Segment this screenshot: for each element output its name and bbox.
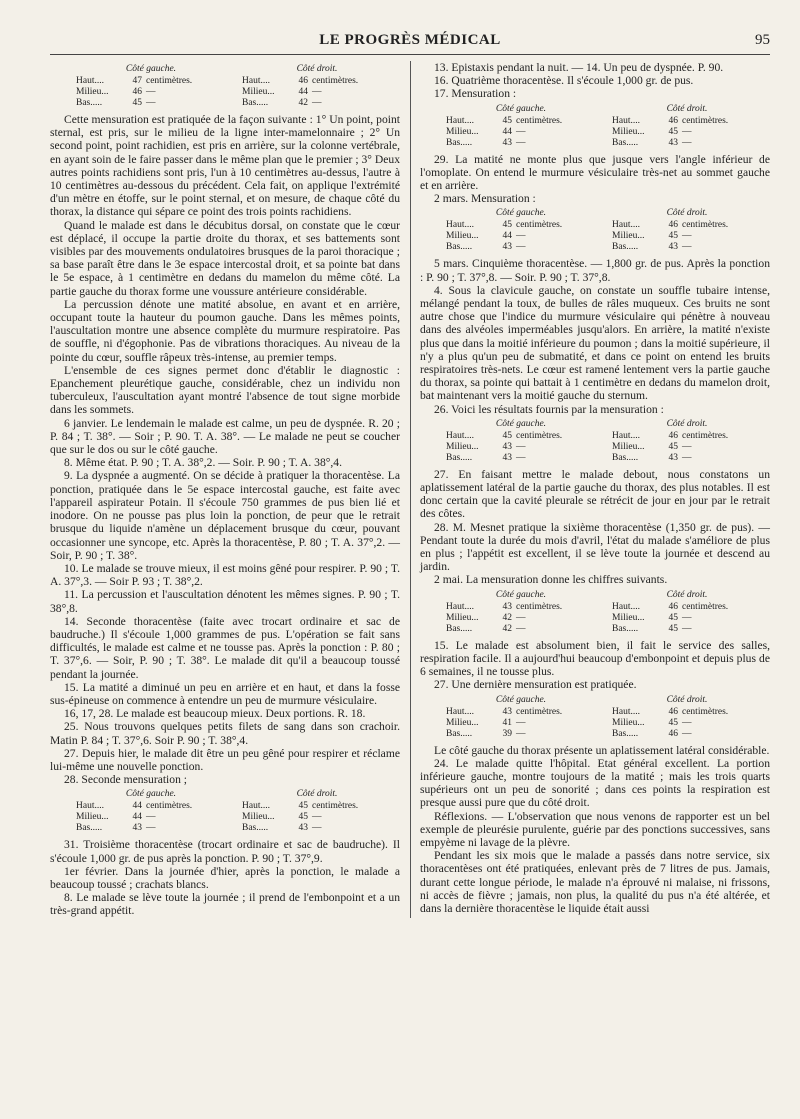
paragraph: 2 mars. Mensuration : — [434, 192, 536, 206]
measurement-row — [76, 87, 226, 98]
measurement-unit: — — [516, 717, 526, 728]
measurement-table — [438, 104, 770, 149]
paragraph: Quand le malade est dans le décubitus dorsal, on constate que le cœur est déplacé, il occupe la partie droite du thorax, et ses battements sont visibles par des mouvements ondulatoires brusques de la paroi thoracique ; sa base paraît être dans le 3e espace intercostal droit, et sa pointe bat dans le 5e espace, à 1 centimètre en dedans du mamelon du même côté. La partie gauche du thorax forme une voussure antérieure considérable. — [50, 218, 400, 298]
paragraph: Le côté gauche du thorax présente un aplatissement latéral considérable. — [434, 743, 770, 757]
paragraph: La percussion dénote une matité absolue, en avant et en arrière, occupant toute la hauteur du poumon gauche. Dans les mêmes points, l'auscultation montre une absence complète du murmure respiratoire. Pas de souffle, ni d'égophonie. Pas de vibrations thoraciques. Au niveau de la pointe du cœur, souffle râpeux très-intense, au premier temps. — [50, 297, 400, 364]
measurement-level: Bas..... — [76, 823, 103, 834]
measurement-value: 42 — [298, 98, 308, 108]
measurement-unit: — — [516, 441, 526, 452]
measurement-unit: — — [682, 623, 692, 634]
measurement-unit: — — [312, 98, 322, 108]
measurement-level: Haut.... — [612, 220, 640, 231]
paragraph: 17. Mensuration : — [434, 87, 517, 101]
measurement-value: 43 — [502, 137, 512, 148]
measurement-side-heading: Côté droit. — [666, 418, 708, 429]
measurement-side — [446, 590, 596, 635]
measurement-unit: — — [312, 87, 322, 97]
measurement-level: Milieu... — [612, 441, 645, 452]
measurement-unit: centimètres. — [516, 430, 563, 441]
measurement-value: 43 — [502, 242, 512, 253]
paragraph: 8. Même état. P. 90 ; T. A. 38°,2. — Soir. P. 90 ; T. A. 38°,4. — [64, 456, 342, 470]
measurement-unit: — — [516, 623, 526, 634]
measurement-level: Haut.... — [612, 430, 640, 441]
measurement-unit: centimètres. — [516, 601, 563, 612]
measurement-value: 43 — [502, 452, 512, 463]
measurement-row — [446, 242, 596, 253]
measurement-unit: centimètres. — [682, 430, 729, 441]
measurement-table — [438, 419, 770, 464]
paragraph: 9. La dyspnée a augmenté. On se décide à pratiquer la thoracentèse. La ponction, pratiquée dans le 5e espace intercostal gauche, est faite avec l'appareil aspirateur Potain. Il s'écoule 750 grammes de pus bien lié et inodore. On ne pousse pas plus loin la ponction, de peur que le retrait brusque du liquide n'amène un déplacement brusque du cœur, pouvant occasionner une syncope, etc. Après la thoracentèse, P. 80 ; T. A. 37°,2. — Soir, P. 90 ; T. 38°. — [50, 469, 400, 562]
measurement-side — [446, 208, 596, 253]
measurement-level: Milieu... — [612, 612, 645, 623]
measurement-level: Haut.... — [76, 76, 104, 86]
measurement-level: Bas..... — [446, 452, 473, 463]
measurement-level: Milieu... — [446, 231, 479, 242]
measurement-value: 45 — [298, 801, 308, 812]
paragraph: 24. Le malade quitte l'hôpital. Etat général excellent. La portion inférieure gauche, montre toujours de la matité ; mais les trois quarts supérieurs ont un peu de sonorité ; dans ces points la respiration est presque aussi pure que du côté droit. — [420, 756, 770, 810]
measurement-side — [612, 419, 762, 464]
measurement-row — [446, 138, 596, 149]
measurement-value: 45 — [668, 231, 678, 242]
measurement-row — [242, 87, 392, 98]
paragraph: 15. La matité a diminué un peu en arrière et en haut, et dans la fosse sus-épineuse on commence à entendre un peu de murmure vésiculaire. — [50, 680, 400, 707]
measurement-value: 44 — [502, 126, 512, 137]
measurement-level: Bas..... — [76, 98, 103, 108]
measurement-unit: centimètres. — [312, 801, 359, 812]
measurement-unit: — — [682, 137, 692, 148]
measurement-unit: — — [146, 823, 156, 834]
measurement-value: 45 — [132, 98, 142, 108]
measurement-row — [612, 729, 762, 740]
measurement-unit: — — [682, 728, 692, 739]
measurement-value: 46 — [668, 220, 678, 231]
measurement-unit: centimètres. — [146, 76, 193, 86]
measurement-side — [76, 64, 226, 109]
measurement-row — [242, 76, 392, 87]
measurement-level: Bas..... — [242, 98, 269, 108]
measurement-row — [612, 431, 762, 442]
measurement-unit: — — [516, 137, 526, 148]
measurement-value: 46 — [668, 706, 678, 717]
paragraph: 14. Seconde thoracentèse (faite avec trocart ordinaire et sac de baudruche.) Il s'écoule 1,000 grammes de pus. L'opération se fait sans difficultés, le malade est calme et ne tousse pas. Après la ponction : P. 80 ; T. 37°,6. — Soir, P. 90 ; T. 38°. Le malade dit qu'il a beaucoup toussé pendant la journée. — [50, 614, 400, 681]
measurement-value: 43 — [502, 441, 512, 452]
paragraph: Pendant les six mois que le malade a passés dans notre service, six thoracentèses ont été pratiquées, enlevant près de 7 litres de pus. Jamais, durant cette longue période, le malade n'a éprouvé ni malaise, ni frissons, ni accès de fièvre ; jamais, non plus, la qualité du pus n'a été altérée, et dans la dernière thoracentèse le liquide était aussi — [420, 849, 770, 915]
measurement-unit: centimètres. — [312, 76, 359, 86]
measurement-unit: centimètres. — [682, 601, 729, 612]
measurement-side-heading: Côté gauche. — [495, 418, 547, 429]
measurement-row — [612, 624, 762, 635]
measurement-unit: centimètres. — [146, 801, 193, 812]
measurement-row — [612, 220, 762, 231]
measurement-row — [612, 453, 762, 464]
measurement-row — [76, 823, 226, 834]
paragraph: 25. Nous trouvons quelques petits filets de sang dans son crachoir. Matin P. 84 ; T. 37°,6. Soir P. 90 ; T. 38°,4. — [50, 720, 400, 747]
measurement-row — [76, 812, 226, 823]
measurement-row — [612, 602, 762, 613]
measurement-level: Milieu... — [612, 126, 645, 137]
measurement-value: 44 — [502, 231, 512, 242]
measurement-unit: centimètres. — [682, 220, 729, 231]
measurement-unit: — — [516, 452, 526, 463]
measurement-side — [76, 789, 226, 834]
measurement-level: Milieu... — [612, 717, 645, 728]
measurement-row — [612, 138, 762, 149]
paragraph: 27. Une dernière mensuration est pratiquée. — [434, 678, 637, 692]
measurement-side — [612, 208, 762, 253]
measurement-value: 43 — [668, 137, 678, 148]
paragraph: 16. Quatrième thoracentèse. Il s'écoule 1,000 gr. de pus. — [434, 74, 694, 88]
measurement-unit: — — [516, 231, 526, 242]
measurement-unit: — — [682, 717, 692, 728]
measurement-value: 45 — [668, 612, 678, 623]
measurement-table — [68, 789, 400, 834]
measurement-side — [446, 695, 596, 740]
measurement-value: 41 — [502, 717, 512, 728]
measurement-row — [242, 801, 392, 812]
left-column — [50, 61, 400, 918]
measurement-level: Milieu... — [242, 87, 275, 97]
measurement-value: 46 — [668, 728, 678, 739]
measurement-level: Bas..... — [446, 137, 473, 148]
measurement-level: Haut.... — [446, 220, 474, 231]
measurement-unit: centimètres. — [516, 115, 563, 126]
text-columns — [50, 61, 770, 918]
paragraph: 6 janvier. Le lendemain le malade est calme, un peu de dyspnée. R. 20 ; P. 84 ; T. 38°. — Soir ; P. 90. T. A. 38°. — Le malade ne peut se coucher que sur le dos ou sur le côté gauche. — [50, 416, 400, 457]
measurement-unit: — — [682, 452, 692, 463]
paragraph: 10. Le malade se trouve mieux, il est moins gêné pour respirer. P. 90 ; T. A. 37°,3. — Soir P. 93 ; T. 38°,2. — [50, 561, 400, 589]
measurement-value: 47 — [132, 76, 142, 86]
measurement-row — [446, 431, 596, 442]
measurement-value: 46 — [132, 87, 142, 97]
measurement-unit: centimètres. — [516, 220, 563, 231]
measurement-side-heading: Côté gauche. — [495, 208, 547, 219]
measurement-level: Milieu... — [446, 612, 479, 623]
measurement-level: Bas..... — [446, 242, 473, 253]
journal-title: LE PROGRÈS MÉDICAL — [319, 32, 501, 48]
measurement-level: Bas..... — [242, 823, 269, 834]
measurement-value: 44 — [298, 87, 308, 97]
measurement-side — [242, 789, 392, 834]
measurement-level: Bas..... — [612, 242, 639, 253]
measurement-row — [612, 242, 762, 253]
page-number: 95 — [755, 32, 770, 48]
measurement-row — [612, 442, 762, 453]
measurement-side-heading: Côté droit. — [666, 589, 708, 600]
measurement-row — [446, 624, 596, 635]
measurement-side-heading: Côté gauche. — [125, 789, 177, 800]
measurement-side-heading: Côté gauche. — [125, 64, 177, 74]
measurement-value: 43 — [298, 823, 308, 834]
measurement-level: Bas..... — [612, 137, 639, 148]
paragraph: 15. Le malade est absolument bien, il fait le service des salles, respiration facile. Il a aujourd'hui beaucoup d'embonpoint et depuis plus de 6 semaines, il ne tousse plus. — [420, 638, 770, 679]
measurement-value: 45 — [298, 812, 308, 823]
measurement-table — [438, 695, 770, 740]
measurement-level: Haut.... — [446, 601, 474, 612]
measurement-row — [612, 613, 762, 624]
measurement-value: 44 — [132, 801, 142, 812]
paragraph: Réflexions. — L'observation que nous venons de rapporter est un bel exemple de pleurésie purulente, guérie par des ponctions successives, sans empyème ni lavage de la plèvre. — [420, 809, 770, 849]
measurement-table — [438, 208, 770, 253]
measurement-row — [446, 707, 596, 718]
measurement-value: 42 — [502, 612, 512, 623]
paragraph: 1er février. Dans la journée d'hier, après la ponction, le malade a beaucoup toussé ; crachats blancs. — [50, 864, 400, 891]
measurement-side — [612, 695, 762, 740]
measurement-level: Haut.... — [612, 601, 640, 612]
measurement-unit: — — [682, 242, 692, 253]
paragraph: 11. La percussion et l'auscultation dénotent les mêmes signes. P. 90 ; T. 38°,8. — [50, 588, 400, 615]
measurement-row — [242, 823, 392, 834]
measurement-unit: — — [682, 126, 692, 137]
measurement-row — [612, 718, 762, 729]
measurement-row — [76, 76, 226, 87]
measurement-value: 43 — [668, 242, 678, 253]
measurement-unit: — — [682, 612, 692, 623]
measurement-side-heading: Côté droit. — [296, 789, 338, 800]
paragraph: 27. En faisant mettre le malade debout, nous constatons un aplatissement latéral de la partie gauche du thorax, des plus notables. Il est donc certain que la cavité pleurale se rétrécit de jour en jour par le retrait des côtes. — [420, 467, 770, 521]
measurement-unit: — — [516, 728, 526, 739]
paragraph: 16, 17, 28. Le malade est beaucoup mieux. Deux portions. R. 18. — [64, 707, 366, 721]
measurement-value: 45 — [502, 220, 512, 231]
measurement-value: 43 — [502, 706, 512, 717]
measurement-side-heading: Côté gauche. — [495, 694, 547, 705]
measurement-side-heading: Côté droit. — [666, 103, 708, 114]
measurement-row — [76, 801, 226, 812]
running-header — [50, 28, 770, 55]
measurement-level: Milieu... — [242, 812, 275, 823]
measurement-value: 46 — [668, 115, 678, 126]
measurement-level: Haut.... — [446, 115, 474, 126]
measurement-row — [612, 127, 762, 138]
measurement-level: Bas..... — [446, 623, 473, 634]
measurement-level: Milieu... — [612, 231, 645, 242]
measurement-unit: — — [312, 823, 322, 834]
measurement-unit: — — [146, 812, 156, 823]
measurement-row — [446, 718, 596, 729]
measurement-unit: centimètres. — [682, 115, 729, 126]
measurement-level: Bas..... — [612, 623, 639, 634]
measurement-row — [446, 729, 596, 740]
measurement-row — [612, 116, 762, 127]
paragraph: 26. Voici les résultats fournis par la mensuration : — [434, 402, 664, 416]
paragraph: Cette mensuration est pratiquée de la façon suivante : 1° Un point, point sternal, est pris, sur le milieu de la ligne inter-mamelonnaire ; 2° Un second point, point rachidien, est pris en arrière, sur la colonne vertébrale, en ayant soin de le faire passer dans le même plan que le premier ; 3° Deux autres points rachidiens sont pris, l'un à 10 centimètres au-dessus, l'autre à 10 centimètres au-dessous du précédent. Cela fait, on applique l'extrémité d'un mètre en étoffe, sur le point sternal, et on mesure, de chaque côté du thorax, la distance qui sépare ce point des trois points rachidiens. — [50, 113, 400, 219]
paragraph: 28. Seconde mensuration ; — [64, 773, 187, 787]
measurement-row — [446, 613, 596, 624]
measurement-row — [612, 231, 762, 242]
measurement-unit: — — [516, 242, 526, 253]
paragraph: 27. Depuis hier, le malade dit être un peu gêné pour respirer et réclame lui-même une nouvelle ponction. — [50, 746, 400, 773]
measurement-value: 46 — [668, 601, 678, 612]
right-column — [420, 61, 770, 918]
measurement-value: 43 — [132, 823, 142, 834]
measurement-side — [446, 104, 596, 149]
measurement-row — [242, 812, 392, 823]
measurement-level: Bas..... — [612, 728, 639, 739]
measurement-value: 42 — [502, 623, 512, 634]
measurement-value: 45 — [502, 430, 512, 441]
measurement-level: Haut.... — [612, 706, 640, 717]
measurement-unit: — — [312, 812, 322, 823]
measurement-side — [446, 419, 596, 464]
measurement-level: Bas..... — [446, 728, 473, 739]
measurement-value: 46 — [668, 430, 678, 441]
measurement-level: Milieu... — [446, 441, 479, 452]
paragraph: 29. La matité ne monte plus que jusque vers l'angle inférieur de l'omoplate. On entend le murmure vésiculaire très-net au sommet gauche et en arrière. — [420, 152, 770, 193]
measurement-level: Haut.... — [612, 115, 640, 126]
measurement-unit: — — [682, 441, 692, 452]
measurement-table — [438, 590, 770, 635]
measurement-level: Milieu... — [446, 717, 479, 728]
measurement-unit: — — [146, 87, 156, 97]
measurement-side — [612, 104, 762, 149]
measurement-unit: centimètres. — [682, 706, 729, 717]
measurement-row — [446, 453, 596, 464]
measurement-value: 43 — [502, 601, 512, 612]
paragraph: 8. Le malade se lève toute la journée ; il prend de l'embonpoint et a un très-grand appétit. — [50, 891, 400, 918]
measurement-level: Haut.... — [446, 706, 474, 717]
measurement-unit: — — [682, 231, 692, 242]
measurement-side — [612, 590, 762, 635]
measurement-level: Milieu... — [76, 812, 109, 823]
measurement-value: 43 — [668, 452, 678, 463]
paragraph: 5 mars. Cinquième thoracentèse. — 1,800 gr. de pus. Après la ponction : P. 90 ; T. 37°,8. — Soir. P. 90 ; T. 37°,8. — [420, 257, 770, 284]
measurement-level: Haut.... — [242, 801, 270, 812]
measurement-row — [446, 220, 596, 231]
measurement-unit: — — [146, 98, 156, 108]
measurement-row — [76, 98, 226, 109]
measurement-value: 46 — [298, 76, 308, 86]
measurement-value: 45 — [668, 441, 678, 452]
measurement-level: Haut.... — [446, 430, 474, 441]
measurement-side-heading: Côté droit. — [296, 64, 338, 74]
paragraph: 2 mai. La mensuration donne les chiffres suivants. — [434, 573, 668, 587]
measurement-level: Milieu... — [76, 87, 109, 97]
measurement-row — [446, 116, 596, 127]
measurement-row — [446, 231, 596, 242]
measurement-value: 45 — [668, 623, 678, 634]
measurement-table — [68, 64, 400, 109]
column-rule — [410, 61, 411, 918]
paragraph: 28. M. Mesnet pratique la sixième thoracentèse (1,350 gr. de pus). — Pendant toute la durée du mois d'avril, l'état du malade s'améliore de plus en plus ; l'appétit est excellent, il se lève toute la journée et descend au jardin. — [420, 520, 770, 574]
measurement-row — [446, 127, 596, 138]
measurement-level: Bas..... — [612, 452, 639, 463]
measurement-unit: — — [516, 126, 526, 137]
measurement-value: 45 — [668, 717, 678, 728]
measurement-row — [612, 707, 762, 718]
measurement-value: 44 — [132, 812, 142, 823]
paragraph: L'ensemble de ces signes permet donc d'établir le diagnostic : Epanchement pleurétique gauche, considérable, chez un individu non tuberculeux, l'auscultation ayant montré l'absence de tout signe morbide dans les sommets. — [50, 363, 400, 417]
measurement-value: 45 — [502, 115, 512, 126]
paragraph: 31. Troisième thoracentèse (trocart ordinaire et sac de baudruche). Il s'écoule 1,000 gr. de pus après la ponction. P. 90 ; T. 37°,9. — [50, 838, 400, 865]
measurement-side — [242, 64, 392, 109]
measurement-row — [446, 442, 596, 453]
measurement-side-heading: Côté gauche. — [495, 589, 547, 600]
paragraph: 13. Epistaxis pendant la nuit. — 14. Un peu de dyspnée. P. 90. — [434, 61, 724, 74]
measurement-level: Haut.... — [76, 801, 104, 812]
measurement-unit: centimètres. — [516, 706, 563, 717]
measurement-level: Milieu... — [446, 126, 479, 137]
paragraph: 4. Sous la clavicule gauche, on constate un souffle tubaire intense, mélangé pendant la toux, de bulles de râles muqueux. Ces bruits ne sont autre chose que l'indice du murmure vésiculaire qui pénètre à nouveau dans des alvéoles imperméables jusqu'alors. En arrière, la matité n'existe plus que dans la moitié inférieure du poumon ; dans la moitié supérieure, il n'y a plus qu'un peu de submatité, et dans ce point on entend les bruits respiratoires très-nets. Le cœur est ramené lentement vers la partie gauche du thorax, sa pointe qui battait à 1 centimètre en dedans du mamelon droit, bat maintenant vers la moitié gauche du sternum. — [420, 283, 770, 403]
measurement-unit: — — [516, 612, 526, 623]
measurement-row — [446, 602, 596, 613]
measurement-side-heading: Côté droit. — [666, 694, 708, 705]
measurement-side-heading: Côté gauche. — [495, 103, 547, 114]
measurement-value: 39 — [502, 728, 512, 739]
measurement-level: Haut.... — [242, 76, 270, 86]
measurement-side-heading: Côté droit. — [666, 208, 708, 219]
measurement-value: 45 — [668, 126, 678, 137]
measurement-row — [242, 98, 392, 109]
